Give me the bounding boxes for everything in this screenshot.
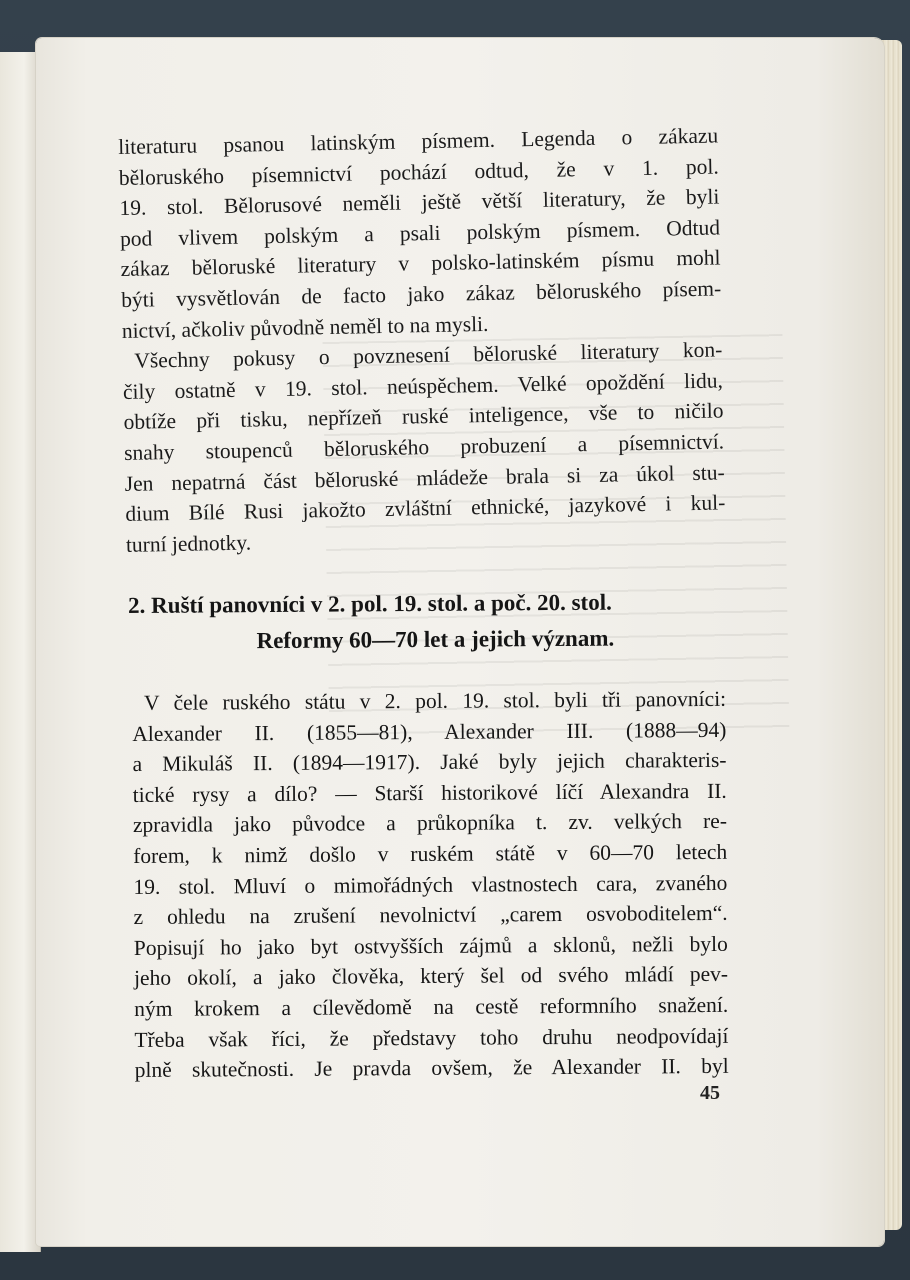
text-line: z ohledu na zrušení nevolnictví „carem osvoboditelem“. bbox=[133, 901, 728, 930]
left-page-edge bbox=[0, 52, 41, 1252]
text-line: Třeba však říci, že představy toho druhu neodpovídají bbox=[134, 1023, 729, 1052]
text-line: tické rysy a dílo? — Starší historikové líčí Alexandra II. bbox=[132, 778, 727, 807]
text-line: forem, k nimž došlo v ruském státě v 60—70 letech bbox=[133, 839, 728, 868]
text-line: Jen nepatrná část běloruské mládeže brala si za úkol stu- bbox=[124, 459, 725, 496]
text-line: zpravidla jako původce a průkopníka t. zv. velkých re- bbox=[132, 809, 728, 838]
text-line: Alexander II. (1855—81), Alexander III. (1888—94) bbox=[132, 717, 727, 746]
section-heading bbox=[128, 584, 728, 660]
text-line: 19. stol. Bělorusové neměli ještě větší literatury, že byli bbox=[119, 184, 720, 221]
text-line: Popisují ho jako byt ostvyšších zájmů a sklonů, nežli bylo bbox=[133, 931, 728, 960]
text-line: obtíže při tisku, nepřízeň ruské inteligence, vše to ničilo bbox=[123, 398, 724, 435]
text-line: V čele ruského státu v 2. pol. 19. stol. byli tři panovníci: bbox=[144, 686, 727, 715]
text-line: býti vysvětlován de facto jako zákaz běloruského písem- bbox=[120, 276, 722, 312]
text-line: ným krokem a cílevědomě na cestě reformního snažení. bbox=[134, 992, 729, 1021]
text-line: a Mikuláš II. (1894—1917). Jaké byly jejich charakteris- bbox=[132, 748, 727, 777]
text-line: snahy stoupenců běloruského probuzení a písemnictví. bbox=[123, 429, 725, 465]
paragraph-bottom bbox=[132, 684, 729, 1086]
text-line: dium Bílé Rusi jakožto zvláštní ethnické, jazykové i kul- bbox=[125, 490, 726, 527]
paragraphs-top bbox=[118, 120, 726, 560]
page-number: 45 bbox=[700, 1082, 720, 1104]
text-line: jeho okolí, a jako člověka, který šel od svého mládí pev- bbox=[133, 962, 729, 991]
text-line: běloruského písemnictví pochází odtud, že v 1. pol. bbox=[118, 154, 719, 190]
text-line: nictví, ačkoliv původně neměl to na mysli. bbox=[121, 311, 489, 343]
text-line: 19. stol. Mluví o mimořádných vlastnostech cara, zvaného bbox=[133, 870, 728, 899]
text-line: čily ostatně v 19. stol. neúspěchem. Velké opoždění lidu, bbox=[122, 368, 724, 404]
text-line: literaturu psanou latinským písmem. Legenda o zákazu bbox=[118, 123, 719, 159]
heading-line-1: 2. Ruští panovníci v 2. pol. 19. stol. a poč. 20. stol. bbox=[128, 589, 612, 618]
text-line: zákaz běloruské literatury v polsko-latinském písmu mohl bbox=[120, 245, 721, 282]
text-line: pod vlivem polským a psali polským písmem. Odtud bbox=[119, 215, 721, 251]
text-line: Všechny pokusy o povznesení běloruské literatury kon- bbox=[134, 337, 723, 373]
heading-line-2: Reformy 60—70 let a jejich význam. bbox=[256, 625, 615, 654]
text-line: turní jednotky. bbox=[125, 530, 252, 557]
text-line: plně skutečnosti. Je pravda ovšem, že Alexander II. byl bbox=[134, 1053, 729, 1083]
